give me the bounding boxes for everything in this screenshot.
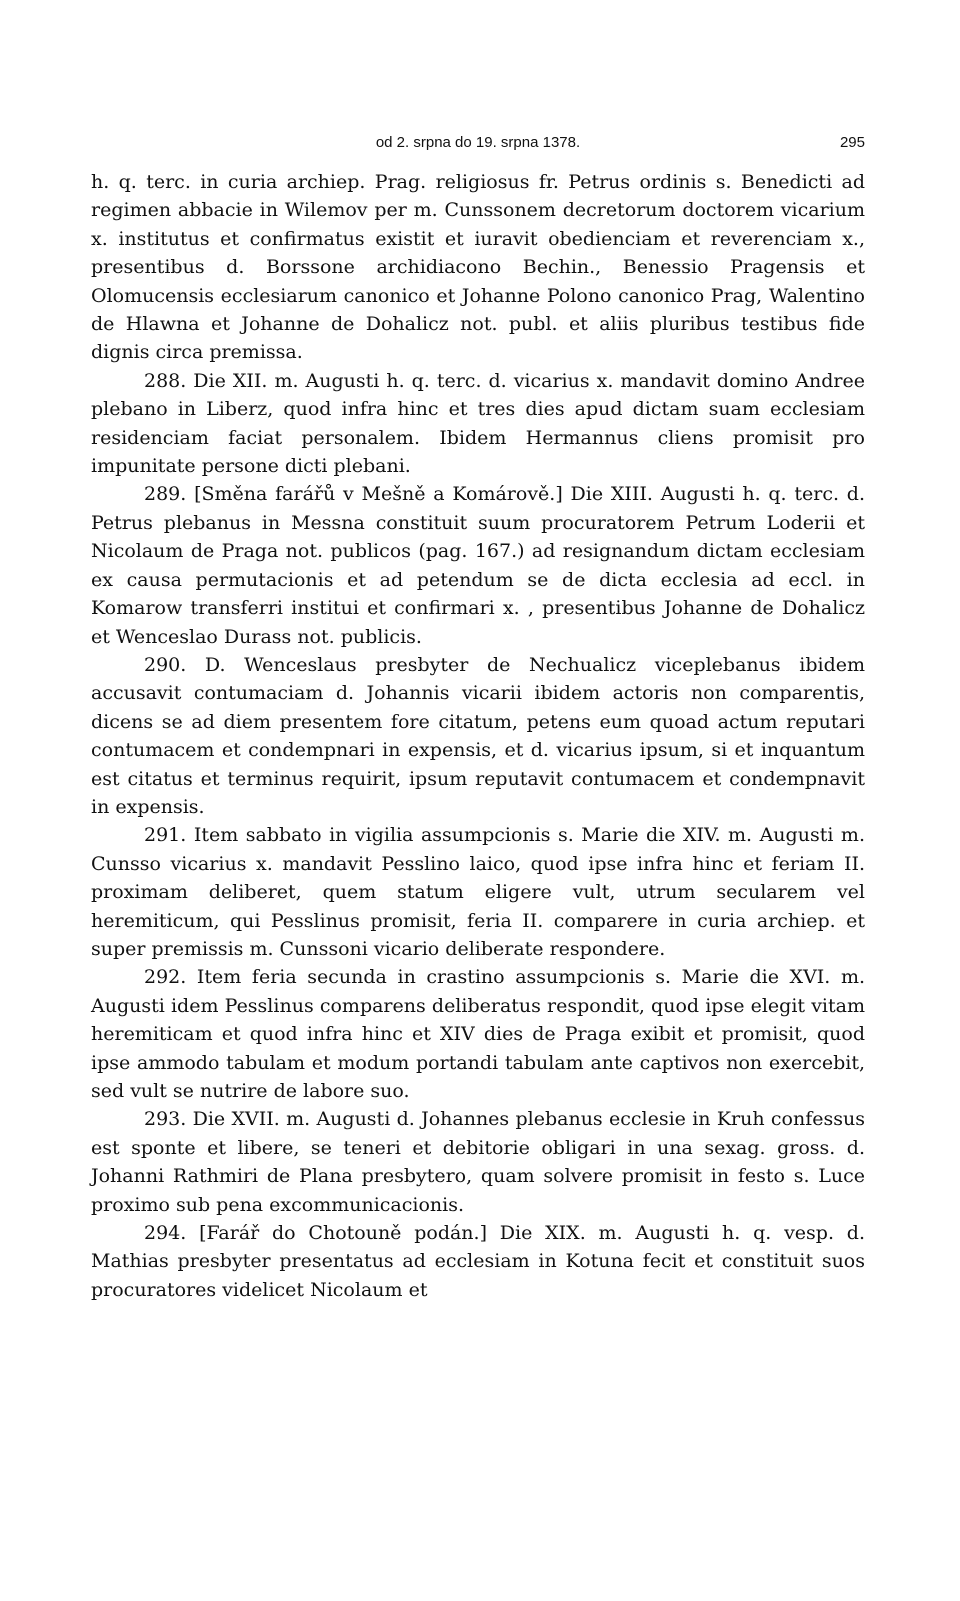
running-title: od 2. srpna do 19. srpna 1378. bbox=[375, 134, 581, 151]
paragraph-continuation: h. q. terc. in curia archiep. Prag. religiosus fr. Petrus ordinis s. Benedicti ad regimen abbacie in Wilemov per m. Cunssonem decretorum doctorem vicarium x. institutus et confirmatus existit et iuravit obedienciam et reverenciam x., presentibus d. Borssone archidiacono Bechin., Benessio Pragensis et Olomucensis ecclesiarum canonico et Johanne Polono canonico Prag, Walentino de Hlawna et Johanne de Dohalicz not. publ. et aliis pluribus testibus fide dignis circa premissa. bbox=[91, 171, 865, 364]
entry-288: 288. Die XII. m. Augusti h. q. terc. d. vicarius x. mandavit domino Andree plebano in Liberz, quod infra hinc et tres dies apud dictam suam ecclesiam residenciam faciat personalem. Ibidem Hermannus cliens promisit pro impunitate persone dicti plebani. bbox=[91, 369, 865, 478]
entry-291: 291. Item sabbato in vigilia assumpcionis s. Marie die XIV. m. Augusti m. Cunsso vicarius x. mandavit Pesslino laico, quod ipse infra hinc et feriam II. proximam deliberet, quem statum eligere vult, utrum secularem vel heremiticum, qui Pesslinus promisit, feria II. comparere in curia archiep. et super premissis m. Cunssoni vicario deliberate respondere. bbox=[91, 824, 865, 960]
entry-292: 292. Item feria secunda in crastino assumpcionis s. Marie die XVI. m. Augusti idem Pesslinus comparens deliberatus respondit, quod ipse elegit vitam heremiticam et quod infra hinc et XIV dies de Praga exibit et promisit, quod ipse ammodo tabulam et modum portandi tabulam ante captivos non exercebit, sed vult se nutrire de labore suo. bbox=[91, 966, 865, 1102]
page-number: 295 bbox=[839, 134, 865, 151]
text-body bbox=[91, 168, 865, 1304]
entry-294: 294. [Farář do Chotouně podán.] Die XIX. m. Augusti h. q. vesp. d. Mathias presbyter presentatus ad ecclesiam in Kotuna fecit et constituit suos procuratores videlicet Nicolaum et bbox=[91, 1222, 865, 1301]
entry-293: 293. Die XVII. m. Augusti d. Johannes plebanus ecclesie in Kruh confessus est sponte et libere, se teneri et debitorie obligari in una sexag. gross. d. Johanni Rathmiri de Plana presbytero, quam solvere promisit in festo s. Luce proximo sub pena excommunicacionis. bbox=[91, 1108, 865, 1216]
entry-290: 290. D. Wenceslaus presbyter de Nechualicz viceplebanus ibidem accusavit contumaciam d. Johannis vicarii ibidem actoris non comparentis, dicens se ad diem presentem fore citatum, petens eum quoad actum reputari contumacem et condempnari in expensis, et d. vicarius ipsum, si et inquantum est citatus et terminus requirit, ipsum reputavit contumacem et condempnavit in expensis. bbox=[91, 653, 865, 818]
page-header bbox=[91, 134, 865, 156]
entry-289: 289. [Směna farářů v Mešně a Komárově.] Die XIII. Augusti h. q. terc. d. Petrus plebanus in Messna constituit suum procuratorem Petrum Loderii et Nicolaum de Praga not. publicos (pag. 167.) ad resignandum dictam ecclesiam ex causa permutacionis et ad petendum se de dicta ecclesia ad eccl. in Komarow transferri institui et confirmari x. , presentibus Johanne de Dohalicz et Wenceslao Durass not. publicis. bbox=[91, 483, 865, 648]
